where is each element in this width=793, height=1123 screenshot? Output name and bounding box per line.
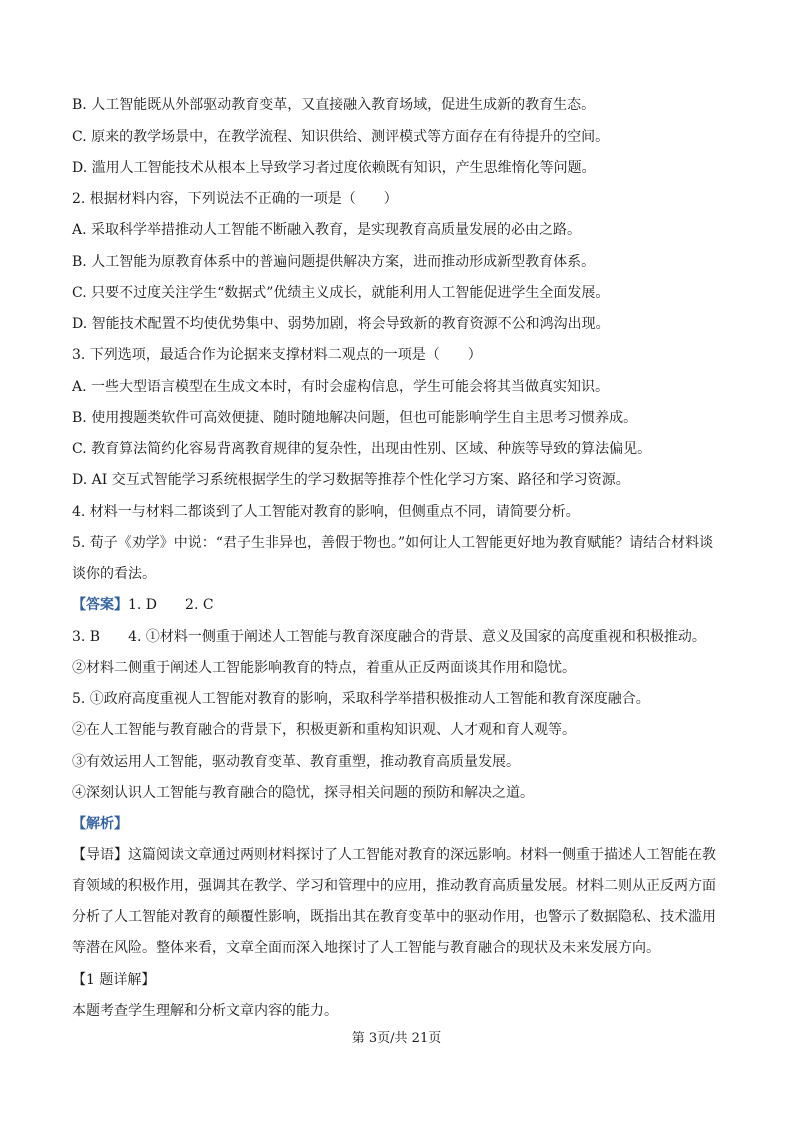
guide-line: 育领域的积极作用，强调其在教学、学习和管理中的应用，推动教育高质量发展。材料二则从正反两方面: [72, 878, 716, 894]
q2-option-b: B. 人工智能为原教育体系中的普遍问题提供解决方案，进而推动形成新型教育体系。: [72, 254, 596, 270]
question-5-line-2: 谈你的看法。: [72, 566, 156, 582]
option-b-line: B. 人工智能既从外部驱动教育变革，又直接融入教育场域，促进生成新的教育生态。: [72, 97, 596, 113]
question-5-line-1: 5. 荀子《劝学》中说：“君子生非异也，善假于物也。”如何让人工智能更好地为教育赋能？请结合材料谈: [72, 535, 714, 551]
guide-line: 等潜在风险。整体来看，文章全面而深入地探讨了人工智能与教育融合的现状及未来发展方向。: [72, 940, 660, 956]
answer-line-6: ③有效运用人工智能，驱动教育变革、教育重塑，推动教育高质量发展。: [72, 754, 520, 770]
q2-option-c: C. 只要不过度关注学生“数据式”优绩主义成长，就能利用人工智能促进学生全面发展。: [72, 285, 610, 301]
answer-line-4: 5. ①政府高度重视人工智能对教育的影响，采取科学举措积极推动人工智能和教育深度融合。: [72, 691, 650, 707]
answer-tag: 【答案】: [72, 597, 128, 613]
question-2: 2. 根据材料内容，下列说法不正确的一项是（ ）: [72, 191, 398, 207]
q2-option-d: D. 智能技术配置不均使优势集中、弱势加剧，将会导致新的教育资源不公和鸿沟出现。: [72, 316, 610, 332]
detail-text: 本题考查学生理解和分析文章内容的能力。: [72, 1003, 338, 1019]
answer-line: [72, 595, 214, 615]
answer-line-3: ②材料二侧重于阐述人工智能影响教育的特点，着重从正反两面谈其作用和隐忧。: [72, 660, 576, 676]
question-3: 3. 下列选项，最适合作为论据来支撑材料二观点的一项是（ ）: [72, 347, 482, 363]
detail-heading: 【1 题详解】: [72, 972, 156, 988]
guide-paragraph: [72, 840, 724, 964]
q3-option-c: C. 教育算法简约化容易背离教育规律的复杂性，出现由性别、区域、种族等导致的算法偏见。: [72, 441, 652, 457]
answer-line-7: ④深刻认识人工智能与教育融合的隐忧，探寻相关问题的预防和解决之道。: [72, 785, 534, 801]
guide-line: 分析了人工智能对教育的颠覆性影响，既指出其在教育变革中的驱动作用，也警示了数据隐私、技术滥用: [72, 909, 716, 925]
analysis-heading: 【解析】: [72, 816, 128, 832]
option-c-line: C. 原来的教学场景中，在教学流程、知识供给、测评模式等方面存在有待提升的空间。: [72, 129, 610, 145]
answer-line-5: ②在人工智能与教育融合的背景下，积极更新和重构知识观、人才观和育人观等。: [72, 722, 576, 738]
answer-text: 1. D 2. C: [128, 597, 214, 613]
page-number: 第 3页/共 21页: [351, 1031, 442, 1046]
q3-option-d: D. AI 交互式智能学习系统根据学生的学习数据等推荐个性化学习方案、路径和学习资源。: [72, 472, 630, 488]
q3-option-b: B. 使用搜题类软件可高效便捷、随时随地解决问题，但也可能影响学生自主思考习惯养成。: [72, 410, 638, 426]
option-d-line: D. 滥用人工智能技术从根本上导致学习者过度依赖既有知识，产生思维惰化等问题。: [72, 160, 596, 176]
q2-option-a: A. 采取科学举措推动人工智能不断融入教育，是实现教育高质量发展的必由之路。: [72, 222, 582, 238]
answer-line-2: 3. B 4. ①材料一侧重于阐述人工智能与教育深度融合的背景、意义及国家的高度重视和积极推动。: [72, 629, 706, 645]
guide-line: 【导语】这篇阅读文章通过两则材料探讨了人工智能对教育的深远影响。材料一侧重于描述人工智能在教: [72, 847, 716, 863]
question-4: 4. 材料一与材料二都谈到了人工智能对教育的影响，但侧重点不同，请简要分析。: [72, 504, 580, 520]
q3-option-a: A. 一些大型语言模型在生成文本时，有时会虚构信息，学生可能会将其当做真实知识。: [72, 379, 610, 395]
